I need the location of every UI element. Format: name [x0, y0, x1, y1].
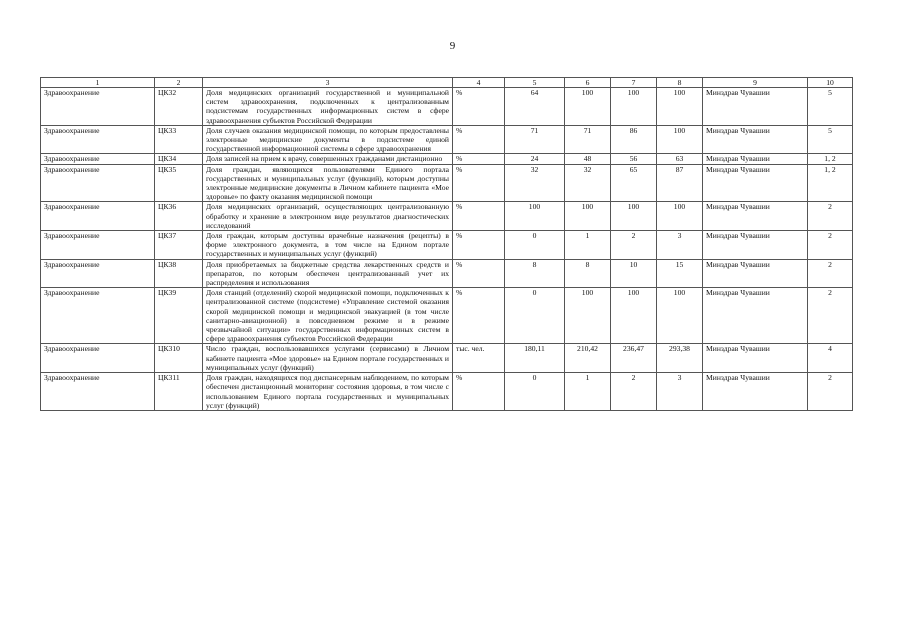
indicator-name-cell: Доля приобретаемых за бюджетные средства лекарственных средств и препаратов, по которым обеспечен централизованный учет их распределения и использования — [203, 259, 453, 288]
code-cell: ЦК310 — [155, 344, 203, 373]
value-cell: 1 — [565, 231, 611, 260]
table-row — [41, 288, 853, 344]
value-cell: 0 — [505, 373, 565, 411]
value-cell: 100 — [611, 202, 657, 231]
header-cell: 10 — [808, 78, 853, 88]
reference-cell: 2 — [808, 288, 853, 344]
value-cell: 100 — [565, 88, 611, 126]
reference-cell: 4 — [808, 344, 853, 373]
reference-cell: 1, 2 — [808, 154, 853, 164]
sector-cell: Здравоохранение — [41, 164, 155, 202]
value-cell: 0 — [505, 231, 565, 260]
value-cell: 100 — [657, 202, 703, 231]
table-row — [41, 373, 853, 411]
code-cell: ЦК38 — [155, 259, 203, 288]
reference-cell: 2 — [808, 231, 853, 260]
table-row — [41, 125, 853, 154]
value-cell: 100 — [611, 288, 657, 344]
value-cell: 32 — [505, 164, 565, 202]
responsible-cell: Минздрав Чувашии — [703, 231, 808, 260]
header-cell: 9 — [703, 78, 808, 88]
responsible-cell: Минздрав Чувашии — [703, 125, 808, 154]
value-cell: 71 — [565, 125, 611, 154]
value-cell: 100 — [657, 125, 703, 154]
indicator-name-cell: Доля медицинских организаций, осуществляющих централизованную обработку и хранение в электронном виде результатов диагностических исследований — [203, 202, 453, 231]
value-cell: 86 — [611, 125, 657, 154]
responsible-cell: Минздрав Чувашии — [703, 288, 808, 344]
value-cell: 8 — [565, 259, 611, 288]
indicator-name-cell: Доля записей на прием к врачу, совершенных гражданами дистанционно — [203, 154, 453, 164]
indicator-name-cell: Доля граждан, являющихся пользователями Единого портала государственных и муниципальных услуг (функций), которым доступны электронные медицинские документы в Личном кабинете пациента «Мое здоровье» по факту оказания медицинской помощи — [203, 164, 453, 202]
value-cell: 2 — [611, 373, 657, 411]
unit-cell: % — [453, 202, 505, 231]
sector-cell: Здравоохранение — [41, 231, 155, 260]
value-cell: 0 — [505, 288, 565, 344]
unit-cell: % — [453, 88, 505, 126]
responsible-cell: Минздрав Чувашии — [703, 259, 808, 288]
unit-cell: % — [453, 164, 505, 202]
responsible-cell: Минздрав Чувашии — [703, 154, 808, 164]
reference-cell: 5 — [808, 88, 853, 126]
code-cell: ЦК37 — [155, 231, 203, 260]
value-cell: 180,11 — [505, 344, 565, 373]
reference-cell: 2 — [808, 202, 853, 231]
value-cell: 71 — [505, 125, 565, 154]
reference-cell: 2 — [808, 373, 853, 411]
value-cell: 100 — [505, 202, 565, 231]
unit-cell: % — [453, 231, 505, 260]
value-cell: 10 — [611, 259, 657, 288]
reference-cell: 1, 2 — [808, 164, 853, 202]
table-row — [41, 202, 853, 231]
responsible-cell: Минздрав Чувашии — [703, 202, 808, 231]
table-row — [41, 164, 853, 202]
indicator-name-cell: Число граждан, воспользовавшихся услугами (сервисами) в Личном кабинете пациента «Мое здоровье» на Едином портале государственных и муниципальных услуг (функций) — [203, 344, 453, 373]
value-cell: 100 — [657, 288, 703, 344]
indicator-name-cell: Доля медицинских организаций государственной и муниципальной систем здравоохранения, подключенных к централизованным подсистемам государственных информационных систем в сфере здравоохранения субъектов Российской Федерации — [203, 88, 453, 126]
sector-cell: Здравоохранение — [41, 373, 155, 411]
value-cell: 24 — [505, 154, 565, 164]
value-cell: 100 — [611, 88, 657, 126]
responsible-cell: Минздрав Чувашии — [703, 164, 808, 202]
sector-cell: Здравоохранение — [41, 344, 155, 373]
unit-cell: % — [453, 373, 505, 411]
value-cell: 1 — [565, 373, 611, 411]
header-cell: 8 — [657, 78, 703, 88]
responsible-cell: Минздрав Чувашии — [703, 373, 808, 411]
page-number: 9 — [449, 40, 456, 52]
header-row — [41, 78, 853, 88]
value-cell: 15 — [657, 259, 703, 288]
value-cell: 100 — [565, 202, 611, 231]
code-cell: ЦК39 — [155, 288, 203, 344]
indicator-name-cell: Доля станций (отделений) скорой медицинской помощи, подключенных к централизованной системе (подсистеме) «Управление системой оказания скорой медицинской помощи и медицинской эвакуацией (в том числе санитарно-авиационной) в повседневном режиме и в режиме чрезвычайной ситуации» государственных информационных систем в сфере здравоохранения субъектов Российской Федерации — [203, 288, 453, 344]
header-cell: 6 — [565, 78, 611, 88]
header-cell: 2 — [155, 78, 203, 88]
value-cell: 64 — [505, 88, 565, 126]
sector-cell: Здравоохранение — [41, 154, 155, 164]
indicators-table — [40, 77, 853, 411]
table-row — [41, 259, 853, 288]
indicator-name-cell: Доля граждан, находящихся под диспансерным наблюдением, по которым обеспечен дистанционный мониторинг состояния здоровья, в том числе с использованием Единого портала государственных и муниципальных услуг (функций) — [203, 373, 453, 411]
header-cell: 3 — [203, 78, 453, 88]
value-cell: 63 — [657, 154, 703, 164]
reference-cell: 5 — [808, 125, 853, 154]
value-cell: 48 — [565, 154, 611, 164]
value-cell: 65 — [611, 164, 657, 202]
sector-cell: Здравоохранение — [41, 202, 155, 231]
sector-cell: Здравоохранение — [41, 259, 155, 288]
value-cell: 100 — [565, 288, 611, 344]
header-cell: 1 — [41, 78, 155, 88]
code-cell: ЦК33 — [155, 125, 203, 154]
sector-cell: Здравоохранение — [41, 288, 155, 344]
value-cell: 2 — [611, 231, 657, 260]
value-cell: 100 — [657, 88, 703, 126]
table-row — [41, 154, 853, 164]
value-cell: 8 — [505, 259, 565, 288]
value-cell: 210,42 — [565, 344, 611, 373]
unit-cell: тыс. чел. — [453, 344, 505, 373]
table-row — [41, 231, 853, 260]
value-cell: 293,38 — [657, 344, 703, 373]
value-cell: 56 — [611, 154, 657, 164]
value-cell: 236,47 — [611, 344, 657, 373]
code-cell: ЦК32 — [155, 88, 203, 126]
header-cell: 7 — [611, 78, 657, 88]
code-cell: ЦК34 — [155, 154, 203, 164]
indicator-name-cell: Доля случаев оказания медицинской помощи, по которым предоставлены электронные медицинские документы в подсистеме единой государственной информационной системы в сфере здравоохранения — [203, 125, 453, 154]
value-cell: 3 — [657, 373, 703, 411]
code-cell: ЦК35 — [155, 164, 203, 202]
code-cell: ЦК311 — [155, 373, 203, 411]
value-cell: 87 — [657, 164, 703, 202]
indicator-name-cell: Доля граждан, которым доступны врачебные назначения (рецепты) в форме электронного документа, в том числе на Едином портале государственных и муниципальных услуг (функций) — [203, 231, 453, 260]
header-cell: 4 — [453, 78, 505, 88]
reference-cell: 2 — [808, 259, 853, 288]
table-row — [41, 344, 853, 373]
sector-cell: Здравоохранение — [41, 88, 155, 126]
header-cell: 5 — [505, 78, 565, 88]
value-cell: 32 — [565, 164, 611, 202]
value-cell: 3 — [657, 231, 703, 260]
code-cell: ЦК36 — [155, 202, 203, 231]
unit-cell: % — [453, 125, 505, 154]
unit-cell: % — [453, 259, 505, 288]
responsible-cell: Минздрав Чувашии — [703, 344, 808, 373]
unit-cell: % — [453, 288, 505, 344]
sector-cell: Здравоохранение — [41, 125, 155, 154]
unit-cell: % — [453, 154, 505, 164]
table-row — [41, 88, 853, 126]
responsible-cell: Минздрав Чувашии — [703, 88, 808, 126]
